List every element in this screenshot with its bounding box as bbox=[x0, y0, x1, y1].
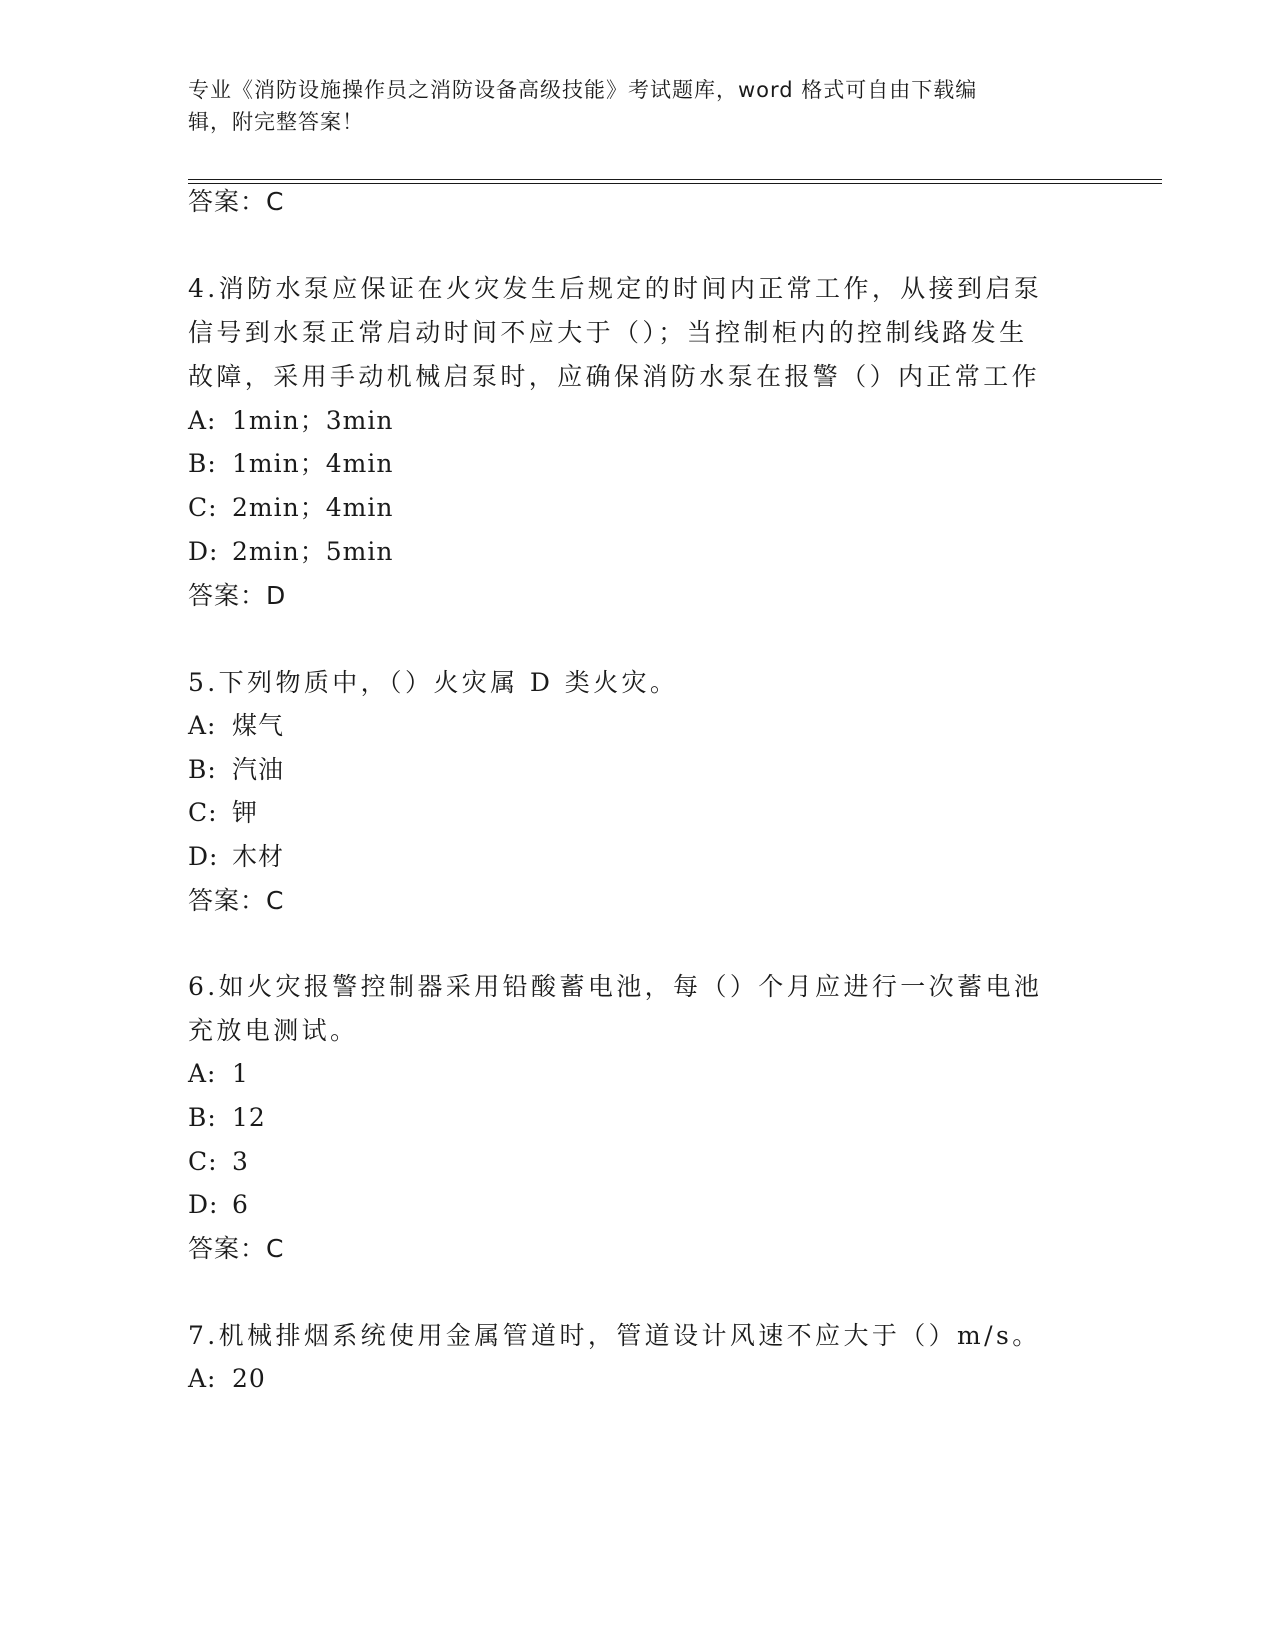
option-label: A: bbox=[188, 711, 217, 740]
question-text-line: 6.如火灾报警控制器采用铅酸蓄电池，每（）个月应进行一次蓄电池 bbox=[188, 972, 1043, 1001]
option-label: A: bbox=[188, 1059, 217, 1088]
answer: 答案：C bbox=[188, 886, 285, 915]
header-line-1: 专业《消防设施操作员之消防设备高级技能》考试题库，word 格式可自由下载编 bbox=[188, 78, 978, 102]
option-text: 汽油 bbox=[232, 755, 285, 784]
option-a bbox=[188, 398, 393, 444]
option-label: C: bbox=[188, 798, 218, 827]
option-label: D: bbox=[188, 842, 219, 871]
option-b bbox=[188, 747, 284, 793]
header-divider-bottom bbox=[188, 183, 1162, 184]
option-text: 煤气 bbox=[232, 711, 285, 740]
answer: 答案：C bbox=[188, 1234, 285, 1263]
previous-answer: 答案：C bbox=[188, 187, 285, 216]
header-divider-top bbox=[188, 179, 1162, 180]
option-c bbox=[188, 790, 258, 836]
option-text: 2min；5min bbox=[232, 537, 394, 566]
option-label: B: bbox=[188, 755, 217, 784]
option-label: C: bbox=[188, 1147, 218, 1176]
option-text: 1 bbox=[232, 1059, 249, 1088]
option-text: 木材 bbox=[232, 842, 285, 871]
option-c bbox=[188, 1139, 249, 1185]
option-text: 1min；4min bbox=[232, 449, 394, 478]
option-label: B: bbox=[188, 449, 217, 478]
option-a bbox=[188, 703, 284, 749]
option-label: D: bbox=[188, 1190, 219, 1219]
option-d bbox=[188, 529, 393, 575]
option-text: 12 bbox=[232, 1103, 266, 1132]
option-text: 钾 bbox=[232, 798, 259, 827]
option-label: C: bbox=[188, 493, 218, 522]
option-text: 6 bbox=[232, 1190, 249, 1219]
question-text-line: 故障，采用手动机械启泵时，应确保消防水泵在报警（）内正常工作 bbox=[188, 362, 1041, 391]
option-text: 3 bbox=[232, 1147, 249, 1176]
option-b bbox=[188, 1095, 266, 1141]
option-label: A: bbox=[188, 406, 217, 435]
answer: 答案：D bbox=[188, 581, 287, 610]
document-header bbox=[188, 74, 1068, 138]
option-d bbox=[188, 834, 284, 880]
question-text-line: 5.下列物质中，（）火灾属 D 类火灾。 bbox=[188, 668, 679, 697]
option-b bbox=[188, 441, 393, 487]
option-a bbox=[188, 1356, 266, 1402]
option-c bbox=[188, 485, 393, 531]
option-d bbox=[188, 1182, 249, 1228]
option-label: A: bbox=[188, 1364, 217, 1393]
option-text: 2min；4min bbox=[232, 493, 394, 522]
option-text: 20 bbox=[232, 1364, 266, 1393]
option-a bbox=[188, 1051, 249, 1097]
question-text-line: 7.机械排烟系统使用金属管道时，管道设计风速不应大于（）m/s。 bbox=[188, 1321, 1041, 1350]
question-text-line: 信号到水泵正常启动时间不应大于（）；当控制柜内的控制线路发生 bbox=[188, 318, 1028, 347]
option-label: D: bbox=[188, 537, 219, 566]
header-line-2: 辑，附完整答案！ bbox=[188, 110, 364, 134]
option-text: 1min；3min bbox=[232, 406, 394, 435]
option-label: B: bbox=[188, 1103, 217, 1132]
question-text-line: 4.消防水泵应保证在火灾发生后规定的时间内正常工作，从接到启泵 bbox=[188, 274, 1043, 303]
question-text-line: 充放电测试。 bbox=[188, 1016, 359, 1045]
